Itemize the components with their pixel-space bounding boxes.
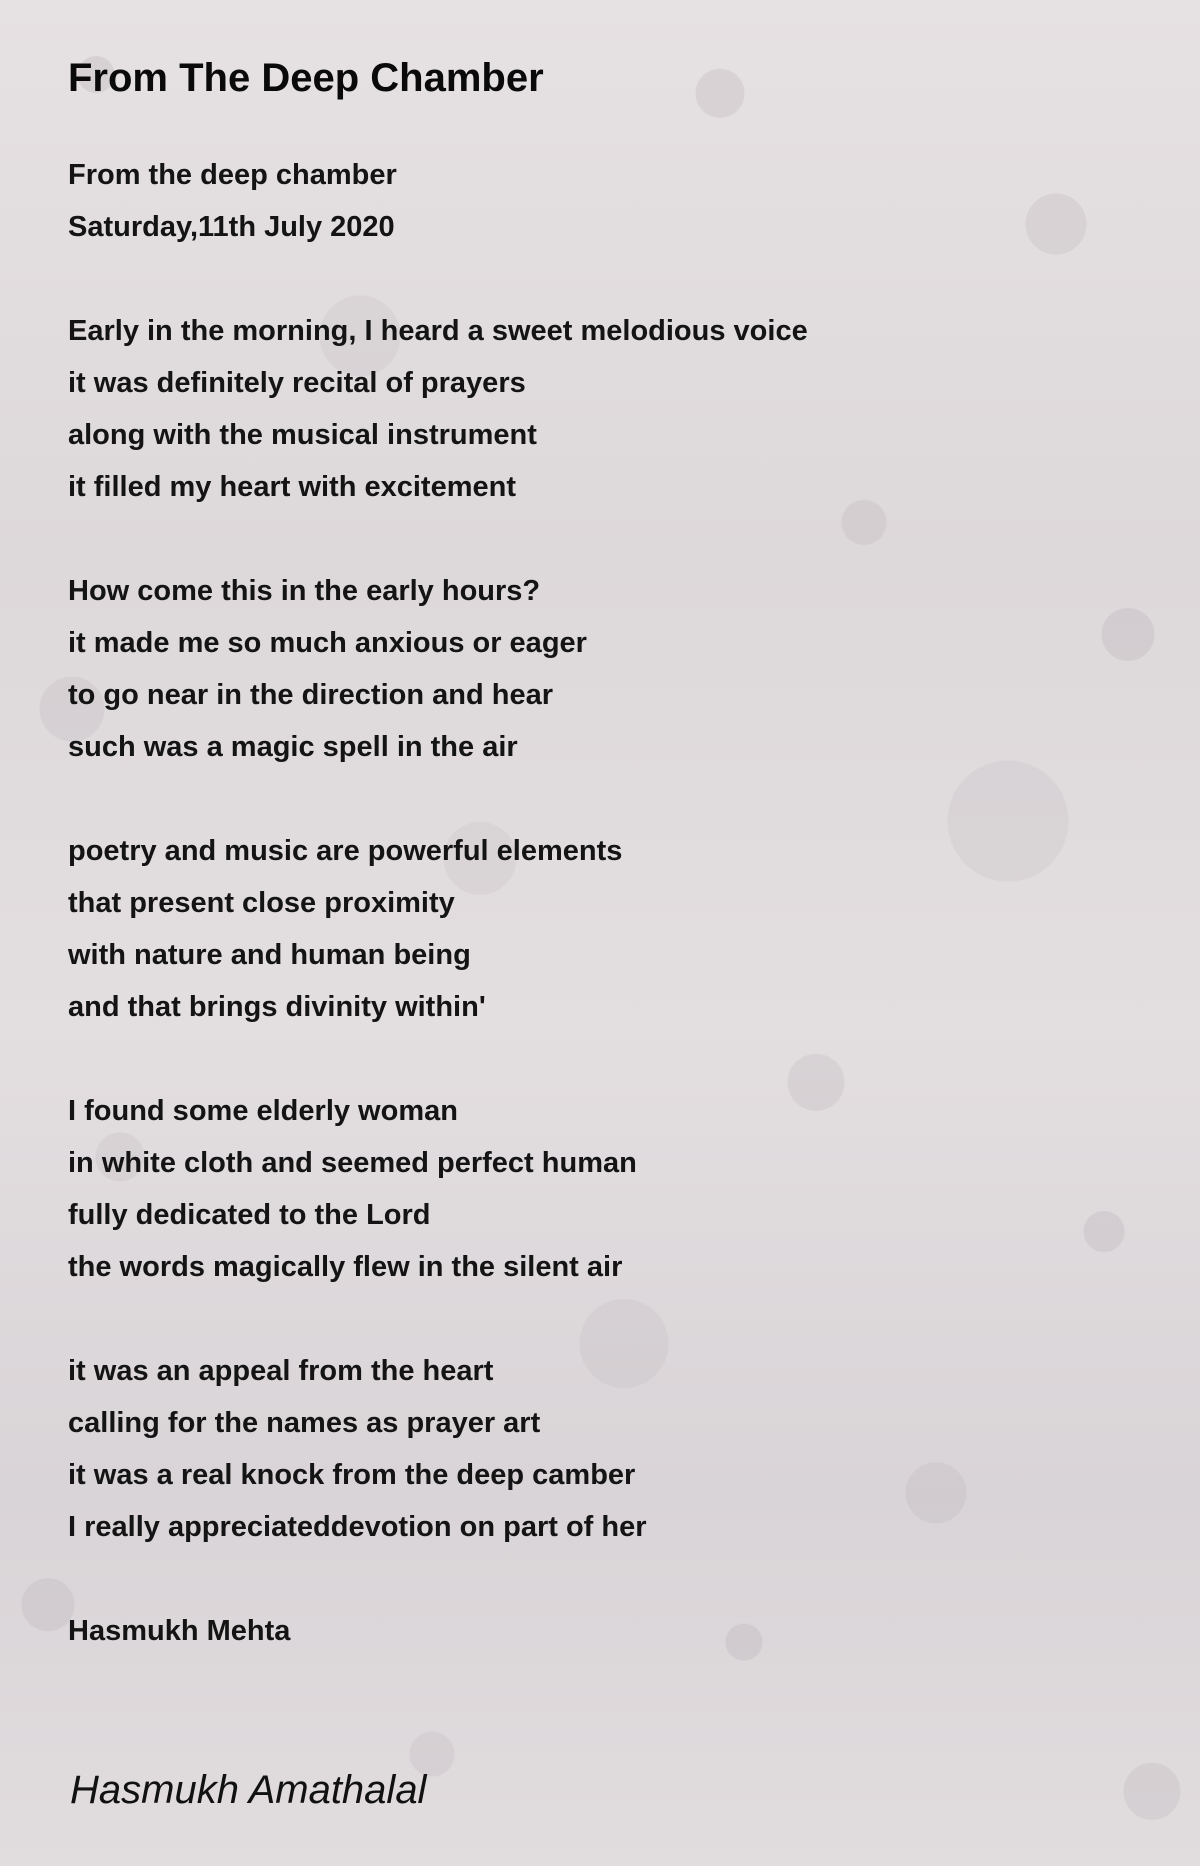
poem-line: Saturday,11th July 2020	[68, 211, 395, 243]
poem-line: I found some elderly woman	[68, 1095, 458, 1127]
poem-title: From The Deep Chamber	[68, 56, 544, 100]
signature-line: Hasmukh Mehta	[68, 1615, 291, 1647]
poem-line: that present close proximity	[68, 887, 455, 919]
poem-line: to go near in the direction and hear	[68, 679, 553, 711]
poem-line: in white cloth and seemed perfect human	[68, 1147, 637, 1179]
poem-line: it filled my heart with excitement	[68, 471, 516, 503]
poet-name: Hasmukh Amathalal	[70, 1768, 427, 1812]
stanza	[68, 1085, 1148, 1293]
poem-line: fully dedicated to the Lord	[68, 1199, 431, 1231]
poem-line: it made me so much anxious or eager	[68, 627, 587, 659]
stanza	[68, 305, 1148, 513]
poem-line: with nature and human being	[68, 939, 471, 971]
stanza	[68, 149, 1148, 253]
poem-line: along with the musical instrument	[68, 419, 537, 451]
stanza	[68, 1345, 1148, 1553]
poem-line: such was a magic spell in the air	[68, 731, 518, 763]
poem-line: the words magically flew in the silent air	[68, 1251, 623, 1283]
poem-line: it was an appeal from the heart	[68, 1355, 494, 1387]
stanza	[68, 565, 1148, 773]
poem-line: I really appreciateddevotion on part of her	[68, 1511, 647, 1543]
poem-line: From the deep chamber	[68, 159, 397, 191]
poem-line: calling for the names as prayer art	[68, 1407, 541, 1439]
poem-line: it was a real knock from the deep camber	[68, 1459, 636, 1491]
poem-body	[68, 149, 1148, 1709]
poem-line: it was definitely recital of prayers	[68, 367, 526, 399]
signature-stanza	[68, 1605, 1148, 1657]
stanza	[68, 825, 1148, 1033]
poem-line: poetry and music are powerful elements	[68, 835, 623, 867]
poem-line: How come this in the early hours?	[68, 575, 541, 607]
poem-line: Early in the morning, I heard a sweet melodious voice	[68, 315, 808, 347]
poem-line: and that brings divinity within'	[68, 991, 486, 1023]
